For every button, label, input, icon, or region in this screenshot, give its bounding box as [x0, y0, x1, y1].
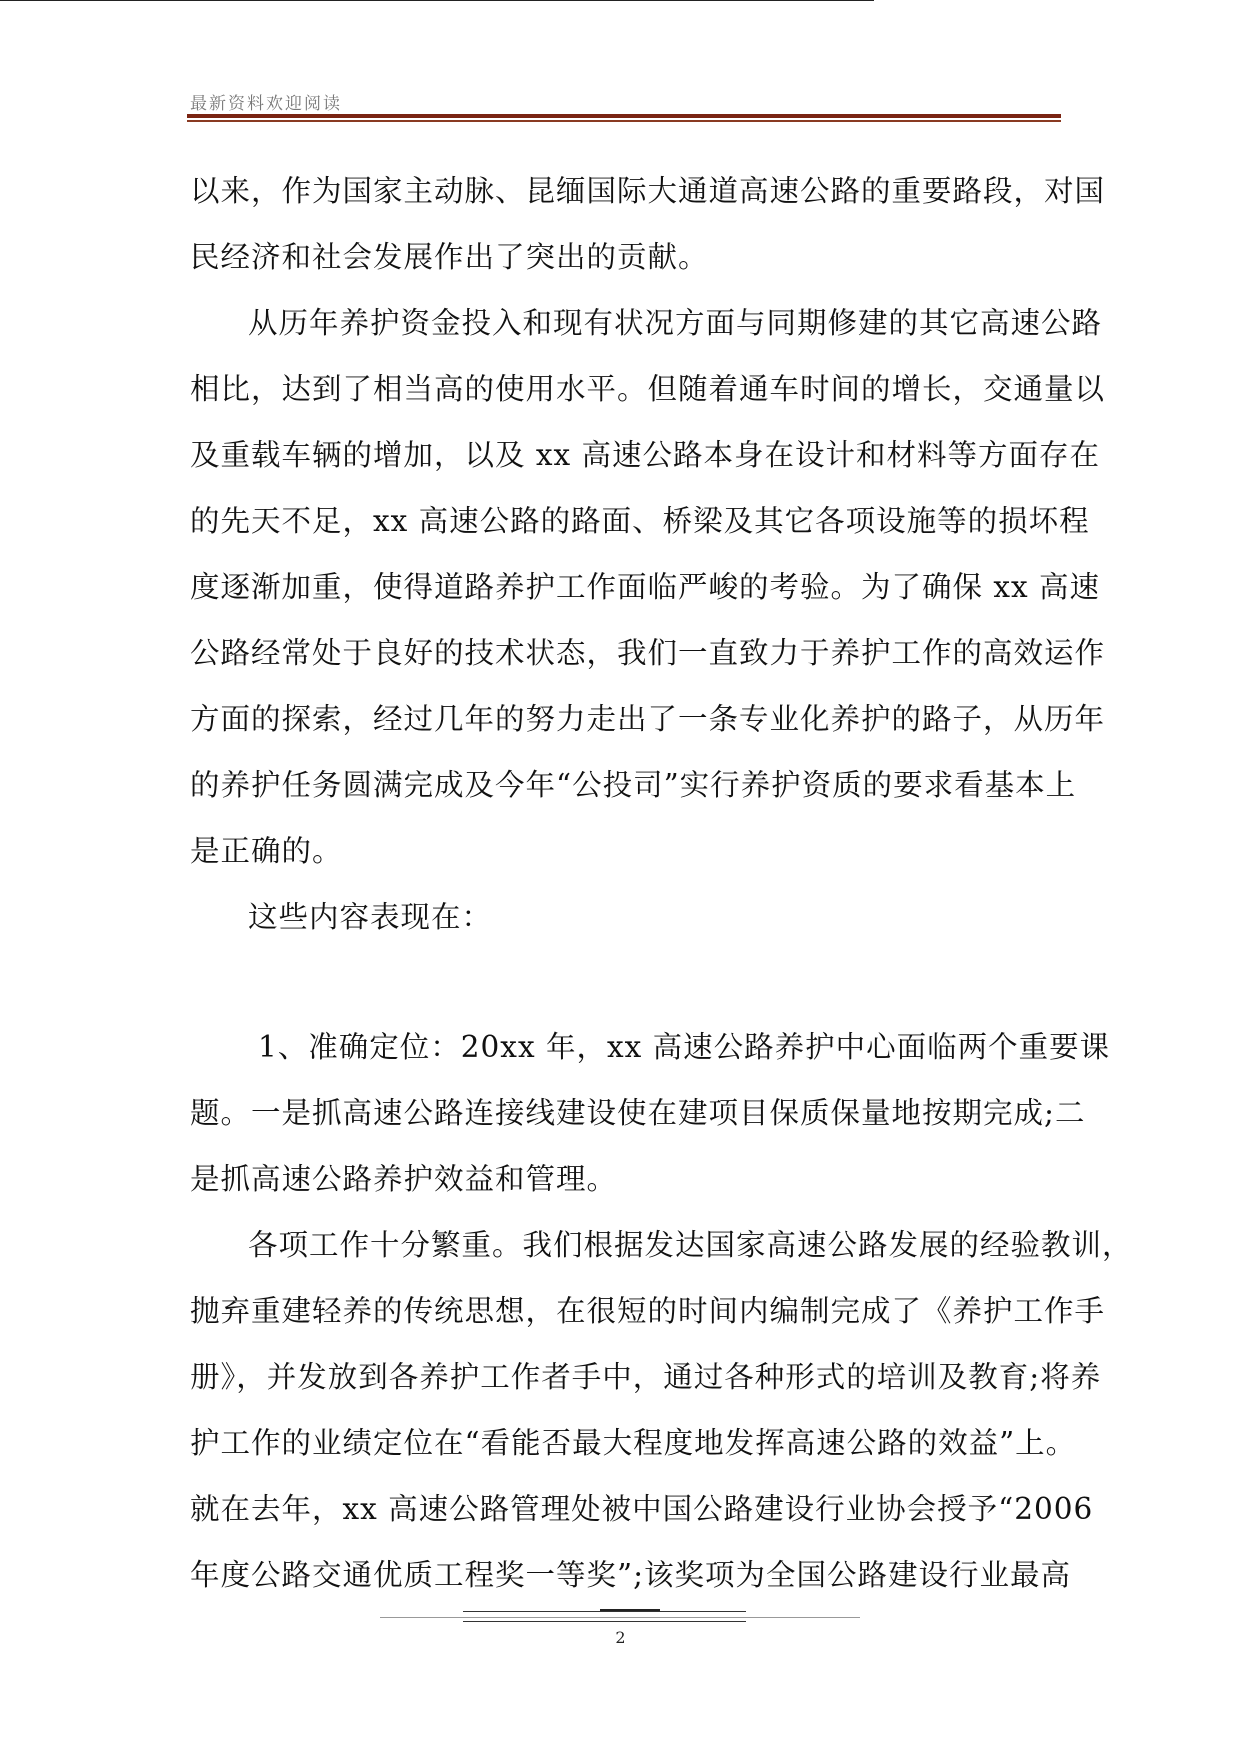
text-line: 的养护任务圆满完成及今年“公投司”实行养护资质的要求看基本上 — [190, 768, 1077, 802]
header-rule-black — [0, 0, 874, 1]
text-line: 题。一是抓高速公路连接线建设使在建项目保质保量地按期完成;二 — [190, 1096, 1086, 1130]
text-line: 是正确的。 — [190, 834, 343, 868]
document-body — [190, 158, 1133, 1608]
page-header — [0, 0, 1241, 114]
text-line: 这些内容表现在： — [248, 900, 493, 934]
paragraph-gap — [190, 950, 1070, 1014]
footer-rule — [463, 1621, 746, 1622]
text-line: 的先天不足，xx 高速公路的路面、桥梁及其它各项设施等的损坏程 — [190, 504, 1090, 538]
header-title: 最新资料欢迎阅读 — [190, 94, 342, 114]
text-line: 公路经常处于良好的技术状态，我们一直致力于养护工作的高效运作 — [190, 636, 1106, 670]
text-line: 及重载车辆的增加，以及 xx 高速公路本身在设计和材料等方面存在 — [190, 438, 1101, 472]
page-number: 2 — [615, 1628, 626, 1647]
footer-rule — [380, 1617, 860, 1618]
header-rule-thick — [187, 114, 1061, 118]
header-rule-thin — [187, 120, 1061, 122]
text-line: 护工作的业绩定位在“看能否最大程度地发挥高速公路的效益”上。 — [190, 1426, 1077, 1460]
text-line: 抛弃重建轻养的传统思想，在很短的时间内编制完成了《养护工作手 — [190, 1294, 1106, 1328]
text-line: 册》，并发放到各养护工作者手中，通过各种形式的培训及教育;将养 — [190, 1360, 1102, 1394]
footer-rule — [463, 1611, 746, 1612]
text-line: 度逐渐加重，使得道路养护工作面临严峻的考验。为了确保 xx 高速 — [190, 570, 1101, 604]
text-line: 就在去年，xx 高速公路管理处被中国公路建设行业协会授予“2006 — [190, 1492, 1094, 1526]
text-line: 各项工作十分繁重。我们根据发达国家高速公路发展的经验教训， — [248, 1228, 1133, 1262]
text-line: 民经济和社会发展作出了突出的贡献。 — [190, 240, 709, 274]
text-line: 是抓高速公路养护效益和管理。 — [190, 1162, 618, 1196]
text-line: 1、准确定位：20xx 年，xx 高速公路养护中心面临两个重要课 — [258, 1030, 1111, 1064]
text-line: 年度公路交通优质工程奖一等奖”;该奖项为全国公路建设行业最高 — [190, 1558, 1072, 1592]
text-line: 以来，作为国家主动脉、昆缅国际大通道高速公路的重要路段，对国 — [190, 174, 1106, 208]
text-line: 方面的探索，经过几年的努力走出了一条专业化养护的路子，从历年 — [190, 702, 1106, 736]
text-line: 相比，达到了相当高的使用水平。但随着通车时间的增长，交通量以 — [190, 372, 1106, 406]
text-line: 从历年养护资金投入和现有状况方面与同期修建的其它高速公路 — [248, 306, 1103, 340]
